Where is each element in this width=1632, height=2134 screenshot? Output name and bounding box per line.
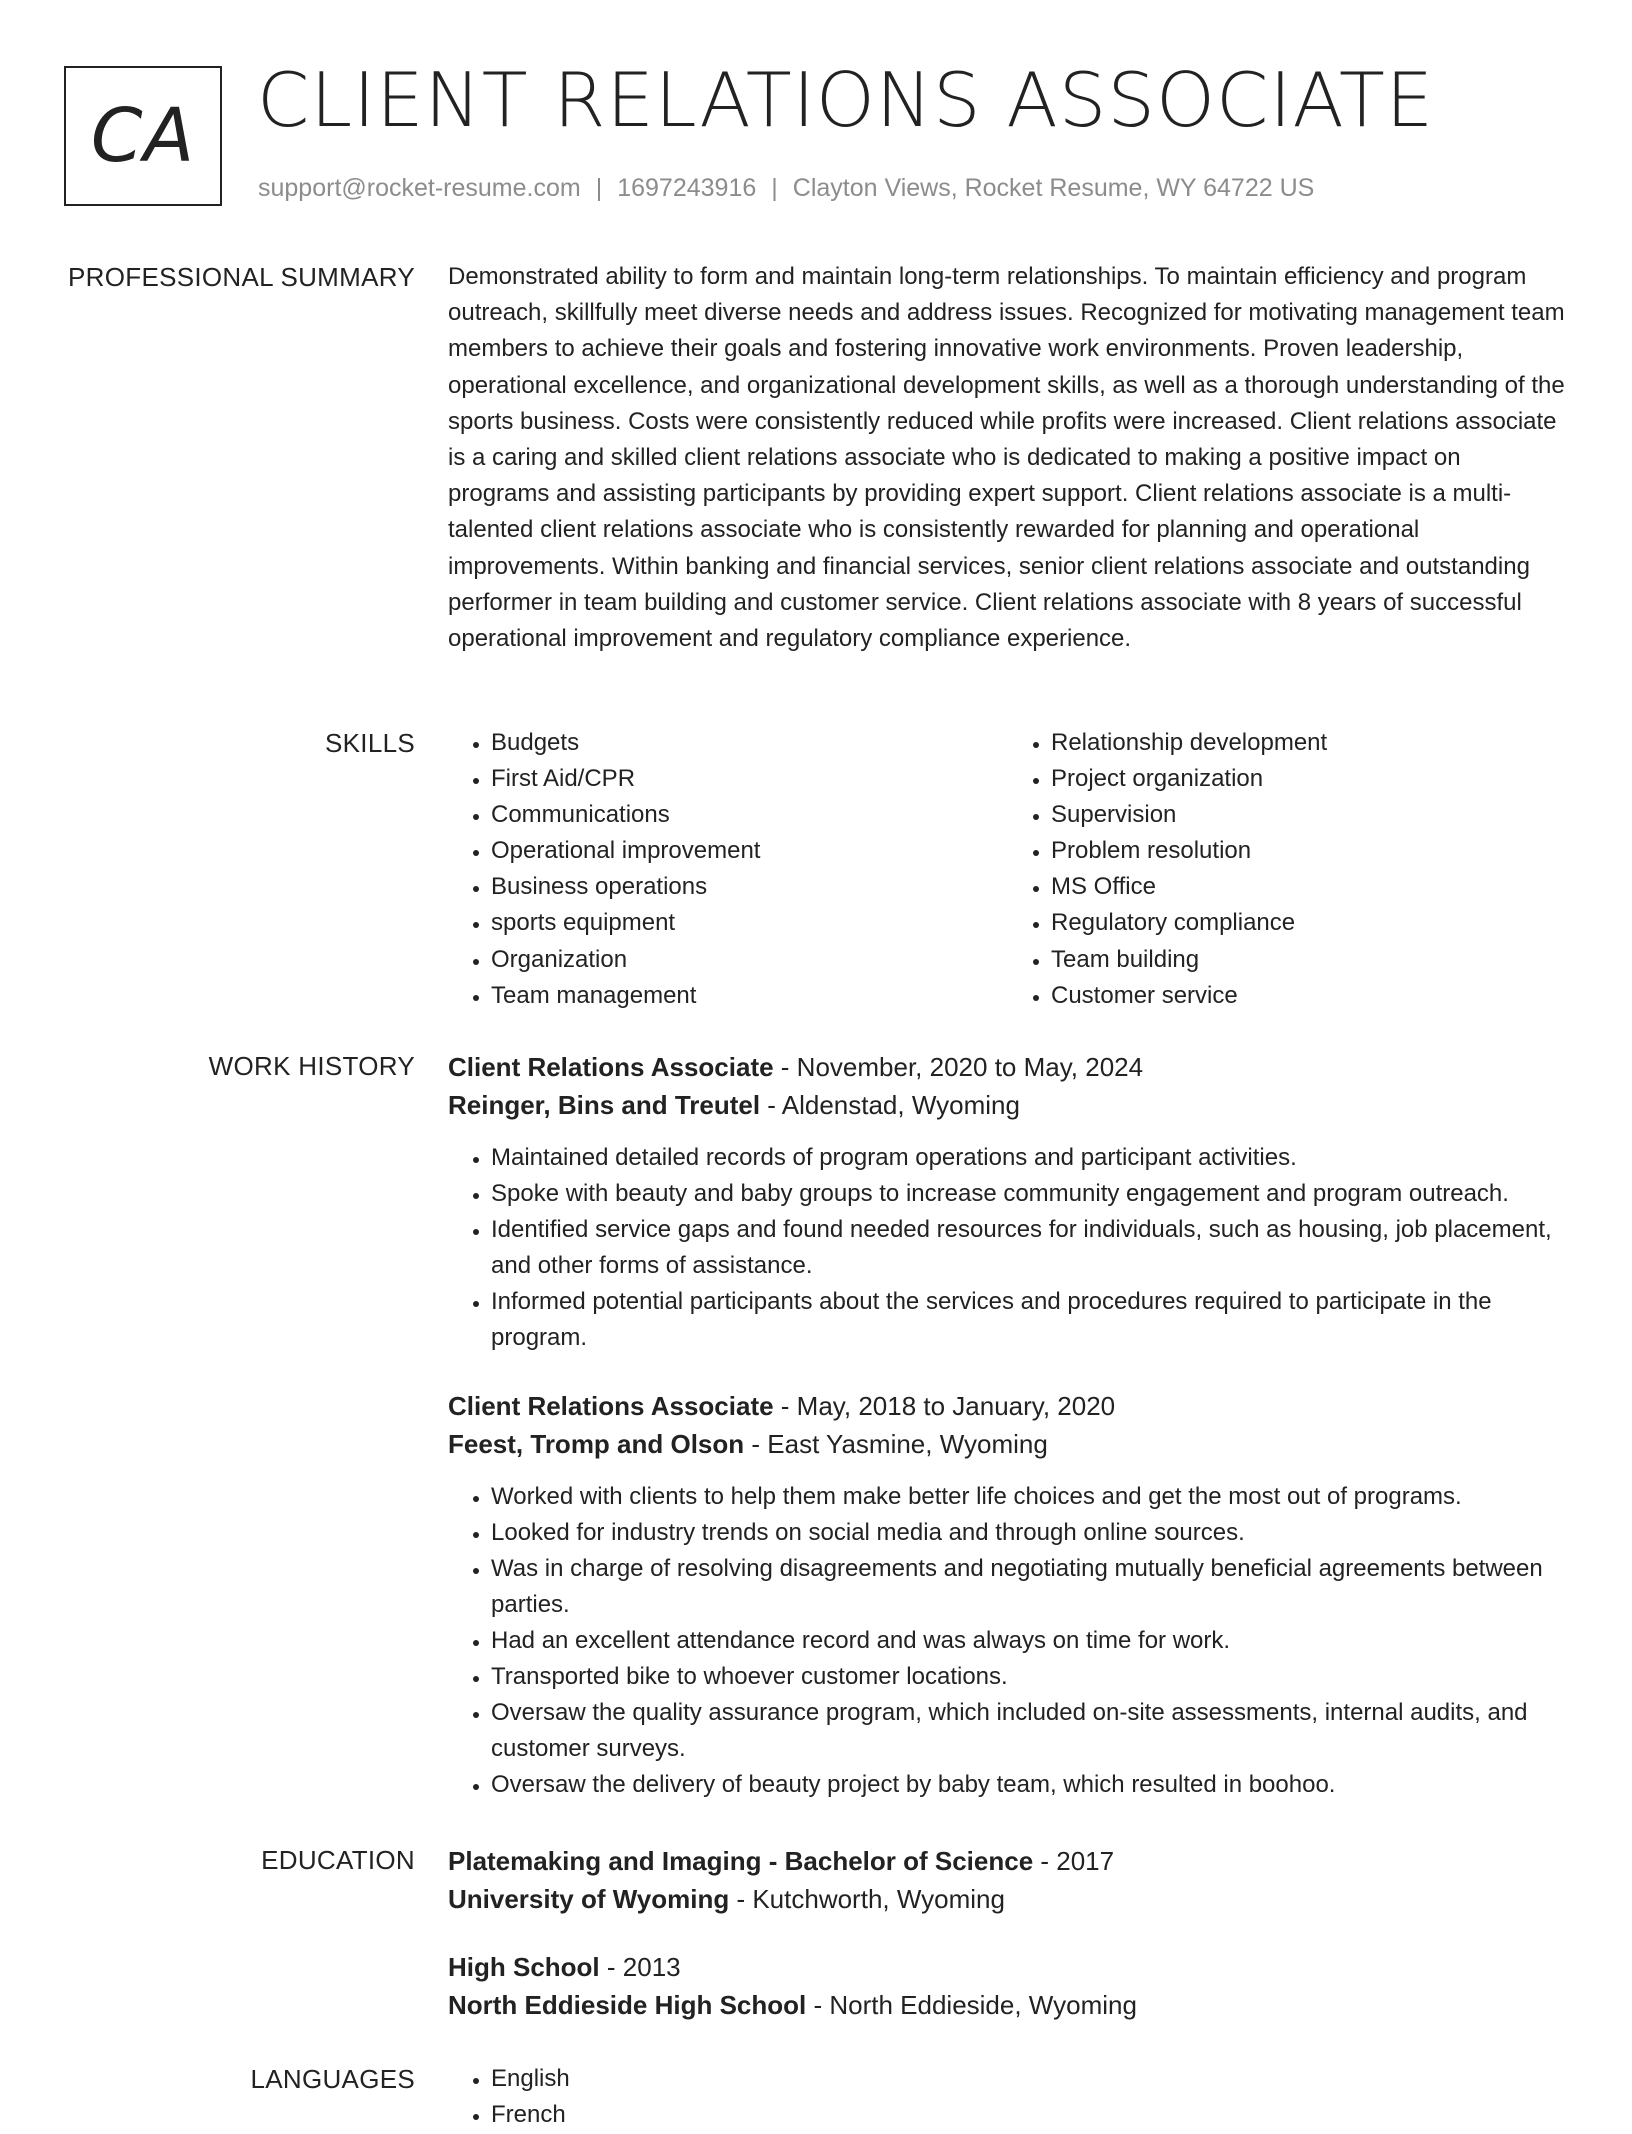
resume-title: CLIENT RELATIONS ASSOCIATE (257, 56, 1435, 144)
monogram-initials: CA (90, 93, 196, 179)
job-bullet: • Informed potential participants about the services and procedures required to participate in the program. (491, 1284, 1568, 1356)
job-bullet: • Identified service gaps and found needed resources for individuals, such as housing, job placement, and other forms of assistance. (491, 1212, 1568, 1284)
skill-item: • Communications (491, 797, 1008, 833)
job-bullet: • Oversaw the delivery of beauty project by baby team, which resulted in boohoo. (491, 1767, 1568, 1803)
job-entry (448, 1048, 1568, 1357)
job-role: Client Relations Associate (448, 1390, 774, 1421)
education-school: North Eddieside High School (448, 1990, 807, 2020)
skill-item: • Organization (491, 942, 1008, 978)
skill-item: • Team building (1051, 942, 1568, 978)
education-entry (448, 1842, 1568, 1918)
education-year: - 2017 (1033, 1846, 1115, 1876)
education-year: - 2013 (599, 1952, 681, 1982)
education-degree: Platemaking and Imaging - Bachelor of Science (448, 1846, 1034, 1876)
languages-list (448, 2061, 1568, 2133)
skill-item: • First Aid/CPR (491, 761, 1008, 797)
job-bullet: • Worked with clients to help them make better life choices and get the most out of programs. (491, 1479, 1568, 1515)
job-bullet: • Oversaw the quality assurance program, which included on-site assessments, internal audits, and customer surveys. (491, 1695, 1568, 1767)
language-item: • French (491, 2097, 1568, 2133)
skill-item: • Relationship development (1051, 725, 1568, 761)
job-dates: - November, 2020 to May, 2024 (773, 1052, 1144, 1082)
contact-email: support@rocket-resume.com (258, 174, 581, 202)
education-location: - North Eddieside, Wyoming (806, 1990, 1137, 2020)
job-bullet: • Looked for industry trends on social media and through online sources. (491, 1515, 1568, 1551)
skill-item: • sports equipment (491, 905, 1008, 941)
job-title-line (448, 1048, 1568, 1086)
education-school-line (448, 1986, 1568, 2024)
education-entry (448, 1948, 1568, 2024)
education-body (448, 1842, 1568, 2024)
education-location: - Kutchworth, Wyoming (729, 1884, 1005, 1914)
job-company-line (448, 1425, 1568, 1463)
work-history-heading: WORK HISTORY (208, 1051, 415, 1081)
contact-phone: 1697243916 (617, 174, 757, 202)
job-bullet: • Had an excellent attendance record and was always on time for work. (491, 1623, 1568, 1659)
skill-item: • Supervision (1051, 797, 1568, 833)
job-bullet: • Maintained detailed records of program operations and participant activities. (491, 1140, 1568, 1176)
skill-item: • Operational improvement (491, 833, 1008, 869)
work-history-body (448, 1048, 1568, 1803)
skill-item: • Team management (491, 978, 1008, 1014)
skill-item: • Customer service (1051, 978, 1568, 1014)
education-school: University of Wyoming (448, 1884, 730, 1914)
job-location: - Aldenstad, Wyoming (760, 1090, 1020, 1120)
job-bullet: • Was in charge of resolving disagreements and negotiating mutually beneficial agreements between parties. (491, 1551, 1568, 1623)
languages-heading: LANGUAGES (250, 2064, 415, 2094)
skills-heading: SKILLS (325, 728, 415, 758)
skill-item: • Problem resolution (1051, 833, 1568, 869)
job-bullet-list (448, 1140, 1568, 1357)
job-bullet-list (448, 1479, 1568, 1804)
job-company-line (448, 1086, 1568, 1124)
education-degree-line (448, 1842, 1568, 1880)
contact-line (258, 174, 1314, 203)
skill-item: • MS Office (1051, 869, 1568, 905)
skill-item: • Project organization (1051, 761, 1568, 797)
job-title-line (448, 1387, 1568, 1425)
education-school-line (448, 1880, 1568, 1918)
job-dates: - May, 2018 to January, 2020 (773, 1390, 1116, 1421)
summary-text: Demonstrated ability to form and maintain long-term relationships. To maintain efficiency and program outreach, skillfully meet diverse needs and address issues. Recognized for motivating management team members to achieve their goals and fostering innovative work environments. Proven leadership, operational excellence, and organizational development skills, as well as a thorough understanding of the sports business. Costs were consistently reduced while profits were increased. Client relations associate is a caring and skilled client relations associate who is dedicated to making a positive impact on programs and assisting participants by providing expert support. Client relations associate is a multi-talented client relations associate who is consistently rewarded for planning and operational improvements. Within banking and financial services, senior client relations associate and outstanding performer in team building and customer service. Client relations associate with 8 years of successful operational improvement and regulatory compliance experience. (448, 263, 1565, 653)
skill-item: • Budgets (491, 725, 1008, 761)
education-degree: High School (448, 1952, 600, 1982)
job-role: Client Relations Associate (448, 1052, 774, 1082)
job-entry (448, 1387, 1568, 1804)
skill-item: • Regulatory compliance (1051, 905, 1568, 941)
job-company: Reinger, Bins and Treutel (448, 1090, 761, 1120)
languages-body (448, 2061, 1568, 2133)
job-bullet: • Spoke with beauty and baby groups to increase community engagement and program outreach. (491, 1176, 1568, 1212)
contact-separator: | (771, 174, 778, 202)
contact-separator: | (595, 174, 603, 202)
summary-heading: PROFESSIONAL SUMMARY (68, 262, 415, 292)
education-heading: EDUCATION (261, 1845, 415, 1875)
skills-list-left (448, 725, 1008, 1014)
summary-body (448, 259, 1568, 657)
job-bullet: • Transported bike to whoever customer locations. (491, 1659, 1568, 1695)
skill-item: • Business operations (491, 869, 1008, 905)
language-item: • English (491, 2061, 1568, 2097)
contact-address: Clayton Views, Rocket Resume, WY 64722 US (792, 174, 1315, 202)
skills-list-right (1008, 725, 1568, 1014)
monogram-box (64, 66, 222, 206)
job-location: - East Yasmine, Wyoming (744, 1428, 1048, 1459)
skills-body (448, 725, 1568, 1014)
education-degree-line (448, 1948, 1568, 1986)
job-company: Feest, Tromp and Olson (448, 1428, 745, 1459)
